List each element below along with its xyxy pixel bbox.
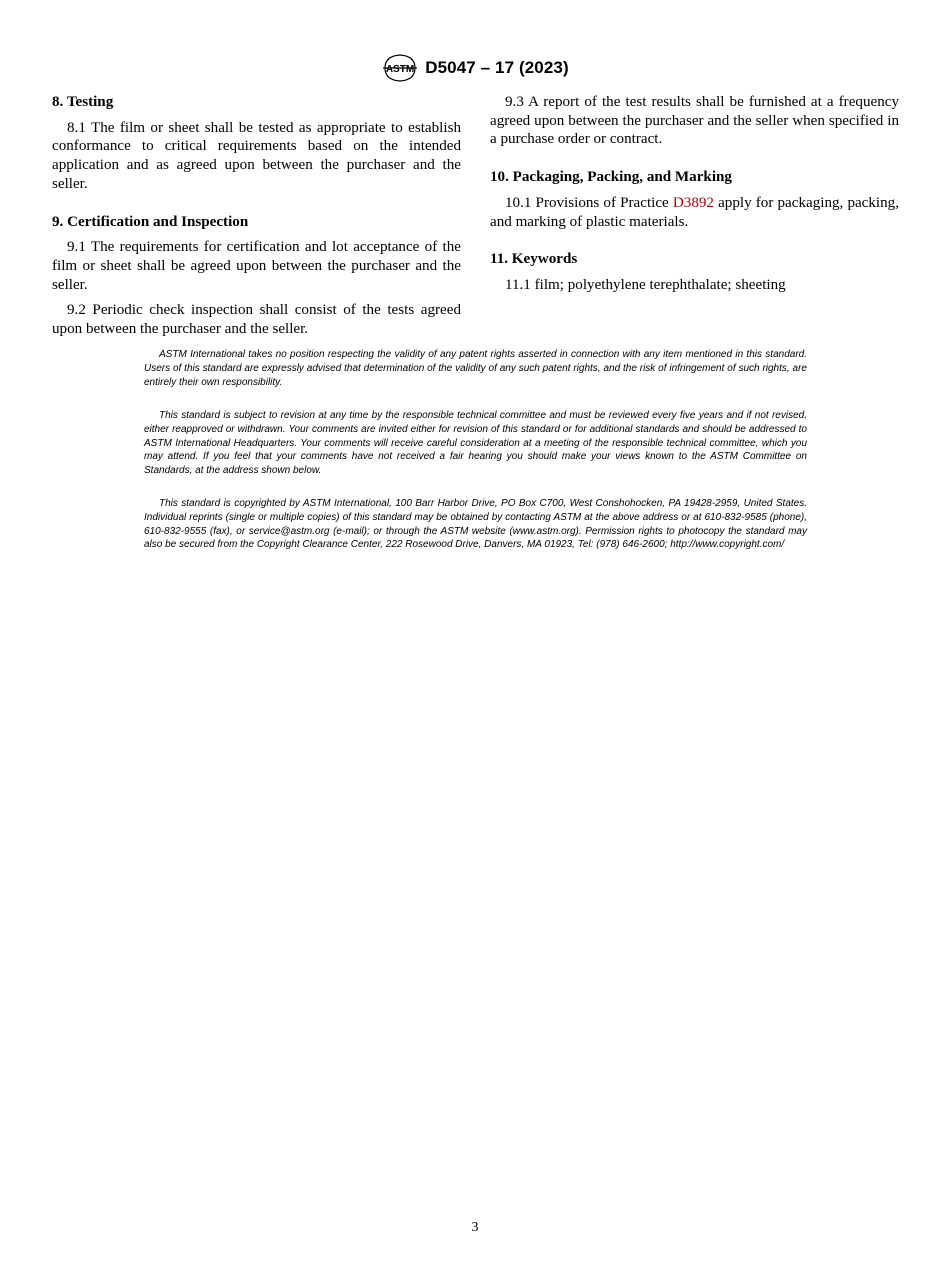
page-header (0, 52, 950, 84)
page-number: 3 (471, 1220, 479, 1235)
patent-notice: ASTM International takes no position respecting the validity of any patent rights asserted in connection with any item mentioned in this standard. Users of this standard are expressly advised that determination of the validity of any such patent rights, and the risk of infringement of such rights, are entirely their own responsibility. (144, 349, 807, 388)
section-9-heading: 9. Certification and Inspection (52, 213, 249, 230)
document-designation: D5047 – 17 (2023) (425, 58, 569, 77)
right-column (490, 93, 899, 302)
left-column (52, 93, 461, 346)
astm-logo-text: ASTM (386, 64, 415, 75)
para-9-3: 9.3 A report of the test results shall be furnished at a frequency agreed upon between the purchaser and the seller when specified in a purchase order or contract. (490, 94, 899, 148)
para-9-2: 9.2 Periodic check inspection shall consist of the tests agreed upon between the purchaser and the seller. (52, 302, 461, 338)
d3892-link[interactable]: D3892 (672, 194, 714, 211)
para-10-1-start: 10.1 Provisions of Practice (505, 194, 669, 211)
revision-notice: This standard is subject to revision at any time by the responsible technical committee and must be reviewed every five years and if not revised, either reapproved or withdrawn. Your comments are invited either for revision of this standard or for additional standards and should be addressed to ASTM International Headquarters. Your comments will receive careful consideration at a meeting of the responsible technical committee, which you may attend. If you feel that your comments have not received a fair hearing you should make your views known to the ASTM Committee on Standards, at the address shown below. (144, 410, 807, 477)
copyright-notice: This standard is copyrighted by ASTM International, 100 Barr Harbor Drive, PO Box C700, West Conshohocken, PA 19428-2959, United States. Individual reprints (single or multiple copies) of this standard may be obtained by contacting ASTM at the above address or at 610-832-9585 (phone), 610-832-9555 (fax), or service@astm.org (e-mail); or through the ASTM website (www.astm.org). Permission rights to photocopy the standard may also be secured from the Copyright Clearance Center, 222 Rosewood Drive, Danvers, MA 01923, Tel: (978) 646-2600; http://www.copyright.com/ (144, 498, 807, 551)
section-11-heading: 11. Keywords (490, 251, 578, 268)
para-8-1: 8.1 The film or sheet shall be tested as appropriate to establish conformance to critical requirements based on the intended application and as agreed upon between the purchaser and the seller. (52, 119, 461, 192)
astm-logo-icon (381, 52, 419, 84)
para-10-1 (490, 194, 899, 231)
section-8-heading: 8. Testing (52, 94, 114, 110)
section-10-heading: 10. Packaging, Packing, and Marking (490, 169, 732, 186)
para-9-1: 9.1 The requirements for certification and lot acceptance of the film or sheet shall be agreed upon between the purchaser and the seller. (52, 239, 461, 293)
para-11-1: 11.1 film; polyethylene terephthalate; sheeting (505, 276, 786, 293)
para-10-1-end: apply for packaging, packing, and marking of plastic materials. (490, 194, 899, 230)
